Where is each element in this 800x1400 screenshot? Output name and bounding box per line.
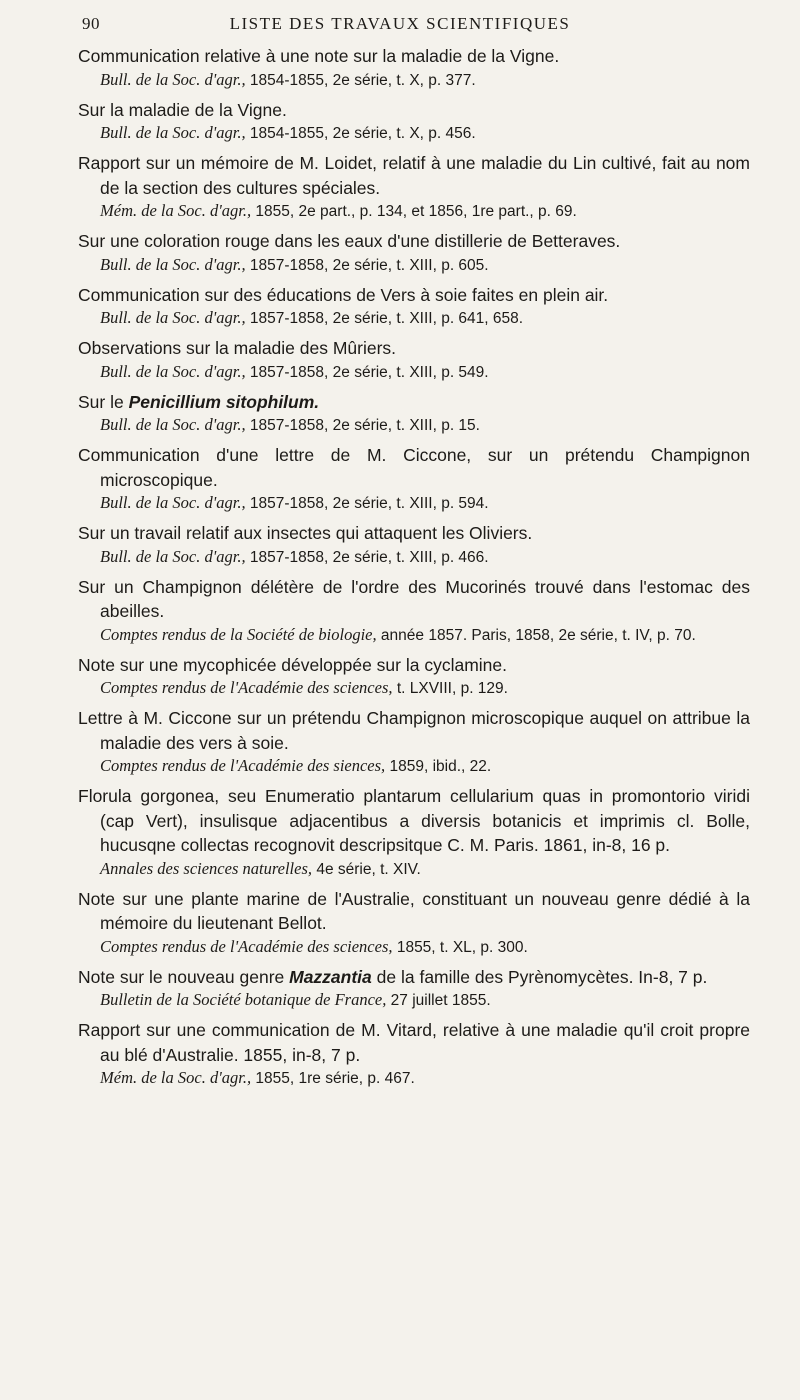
- entry-details: 1857-1858, 2e série, t. XIII, p. 15.: [245, 417, 480, 434]
- entry-details: 1857-1858, 2e série, t. XIII, p. 641, 658.: [245, 310, 524, 327]
- bibliography-entry: [78, 443, 750, 515]
- bibliography-entry: [78, 44, 750, 92]
- entry-title: Communication sur des éducations de Vers à soie faites en plein air.: [78, 284, 609, 305]
- entry-reference: [78, 989, 750, 1012]
- bibliography-entry: [78, 229, 750, 277]
- entry-reference: [78, 546, 750, 569]
- entry-reference: [78, 858, 750, 881]
- bibliography-entry: [78, 336, 750, 384]
- entry-source: Bulletin de la Société botanique de France,: [100, 990, 387, 1009]
- entry-title: Note sur une mycophicée développée sur la cyclamine.: [78, 654, 507, 675]
- entry-title-suffix: de la famille des Pyrènomycètes. In-8, 7 p.: [371, 966, 708, 987]
- entry-details: 1855, 1re série, p. 467.: [251, 1070, 415, 1087]
- entry-reference: [78, 1067, 750, 1090]
- bibliography-entry: [78, 151, 750, 223]
- entry-details: 1857-1858, 2e série, t. XIII, p. 549.: [245, 363, 489, 381]
- entry-details: 1857-1858, 2e série, t. XIII, p. 594.: [245, 495, 489, 512]
- entry-source: Bull. de la Soc. d'agr.,: [100, 361, 246, 381]
- entry-details: 1857-1858, 2e série, t. XIII, p. 466.: [245, 548, 489, 566]
- entry-details: 1854-1855, 2e série, t. X, p. 377.: [245, 71, 476, 89]
- entry-title: Sur une coloration rouge dans les eaux d'une distillerie de Betteraves.: [78, 231, 621, 251]
- entry-reference: [78, 677, 750, 700]
- entry-source: Bull. de la Soc. d'agr.,: [100, 493, 246, 512]
- bibliography-entry: [78, 575, 750, 647]
- entry-source: Mém. de la Soc. d'agr.,: [100, 1068, 252, 1087]
- entry-source: Bull. de la Soc. d'agr.,: [100, 69, 246, 89]
- entry-title: Sur un Champignon délétère de l'ordre des Mucorinés trouvé dans l'estomac des abeilles.: [78, 576, 750, 621]
- entry-source: Mém. de la Soc. d'agr.,: [100, 201, 252, 220]
- entry-details: 1855, 2e part., p. 134, et 1856, 1re part., p. 69.: [251, 203, 577, 220]
- entry-reference: [78, 254, 750, 277]
- entry-reference: [78, 307, 750, 330]
- page-header: [0, 8, 800, 38]
- entry-title: Rapport sur un mémoire de M. Loidet, relatif à une maladie du Lin cultivé, fait au nom de la section des cultures spéciales.: [78, 153, 750, 198]
- entry-source: Comptes rendus de la Société de biologie,: [100, 624, 377, 644]
- entry-reference: [78, 624, 750, 647]
- entry-title-prefix: Sur le: [78, 391, 129, 412]
- bibliography-entry: [78, 283, 750, 331]
- entry-reference: [78, 936, 750, 959]
- running-title: LISTE DES TRAVAUX SCIENTIFIQUES: [229, 14, 571, 33]
- entry-details: 27 juillet 1855.: [386, 992, 491, 1009]
- entry-source: Bull. de la Soc. d'agr.,: [100, 308, 246, 327]
- bibliography-list: [78, 44, 750, 1096]
- entry-details: année 1857. Paris, 1858, 2e série, t. IV, p. 70.: [376, 626, 696, 644]
- entry-reference: [78, 361, 750, 384]
- entry-reference: [78, 414, 750, 437]
- entry-details: 1854-1855, 2e série, t. X, p. 456.: [245, 125, 476, 142]
- entry-title: Observations sur la maladie des Mûriers.: [78, 338, 397, 358]
- entry-source: Comptes rendus de l'Académie des sciences,: [100, 936, 393, 956]
- entry-details: 1857-1858, 2e série, t. XIII, p. 605.: [245, 256, 489, 274]
- entry-title: Florula gorgonea, seu Enumeratio plantarum cellularium quas in promontorio viridi (cap Vert), insulisque adjacentibus a diversis botanicis et imprimis cl. Bolle, hucusqne collectas recognovit descripsitque C. M. Paris. 1861, in-8, 16 p.: [78, 786, 750, 855]
- entry-source: Bull. de la Soc. d'agr.,: [100, 415, 246, 434]
- entry-reference: [78, 200, 750, 223]
- entry-reference: [78, 69, 750, 92]
- entry-title: [78, 965, 750, 990]
- entry-source: Bull. de la Soc. d'agr.,: [100, 546, 246, 566]
- entry-details: 1855, t. XL, p. 300.: [392, 938, 528, 956]
- entry-reference: [78, 122, 750, 145]
- entry-source: Bull. de la Soc. d'agr.,: [100, 123, 246, 142]
- entry-title: Note sur une plante marine de l'Australie, constituant un nouveau genre dédié à la mémoire du lieutenant Bellot.: [78, 888, 750, 933]
- entry-source: Bull. de la Soc. d'agr.,: [100, 254, 246, 274]
- entry-title-prefix: Note sur le nouveau genre: [78, 966, 290, 987]
- entry-source: Comptes rendus de l'Académie des siences,: [100, 756, 386, 775]
- bibliography-entry: [78, 653, 750, 701]
- bibliography-entry: [78, 965, 750, 1013]
- entry-title: Rapport sur une communication de M. Vitard, relative à une maladie qu'il croit propre au blé d'Australie. 1855, in-8, 7 p.: [78, 1020, 750, 1065]
- entry-title: Communication d'une lettre de M. Ciccone, sur un prétendu Champignon microscopique.: [78, 445, 750, 490]
- entry-details: 1859, ibid., 22.: [385, 758, 492, 775]
- entry-title: Sur un travail relatif aux insectes qui attaquent les Oliviers.: [78, 523, 533, 543]
- bibliography-entry: [78, 521, 750, 569]
- entry-title-scientific-name: Penicillium sitophilum.: [128, 391, 320, 412]
- bibliography-entry: [78, 390, 750, 438]
- entry-details: t. LXVIII, p. 129.: [392, 680, 508, 697]
- entry-title-scientific-name: Mazzantia: [289, 966, 372, 987]
- bibliography-entry: [78, 1018, 750, 1090]
- bibliography-entry: [78, 887, 750, 959]
- bibliography-entry: [78, 784, 750, 881]
- entry-source: Annales des sciences naturelles,: [100, 858, 313, 878]
- entry-title: Sur la maladie de la Vigne.: [78, 99, 287, 120]
- page-number: 90: [82, 14, 100, 33]
- entry-source: Comptes rendus de l'Académie des sciences,: [100, 678, 393, 697]
- bibliography-entry: [78, 98, 750, 146]
- entry-reference: [78, 492, 750, 515]
- bibliography-entry: [78, 706, 750, 778]
- entry-title: [78, 390, 750, 415]
- entry-details: 4e série, t. XIV.: [312, 860, 421, 878]
- entry-reference: [78, 755, 750, 778]
- entry-title: Communication relative à une note sur la maladie de la Vigne.: [78, 46, 560, 66]
- entry-title: Lettre à M. Ciccone sur un prétendu Champignon microscopique auquel on attribue la maladie des vers à soie.: [78, 708, 750, 753]
